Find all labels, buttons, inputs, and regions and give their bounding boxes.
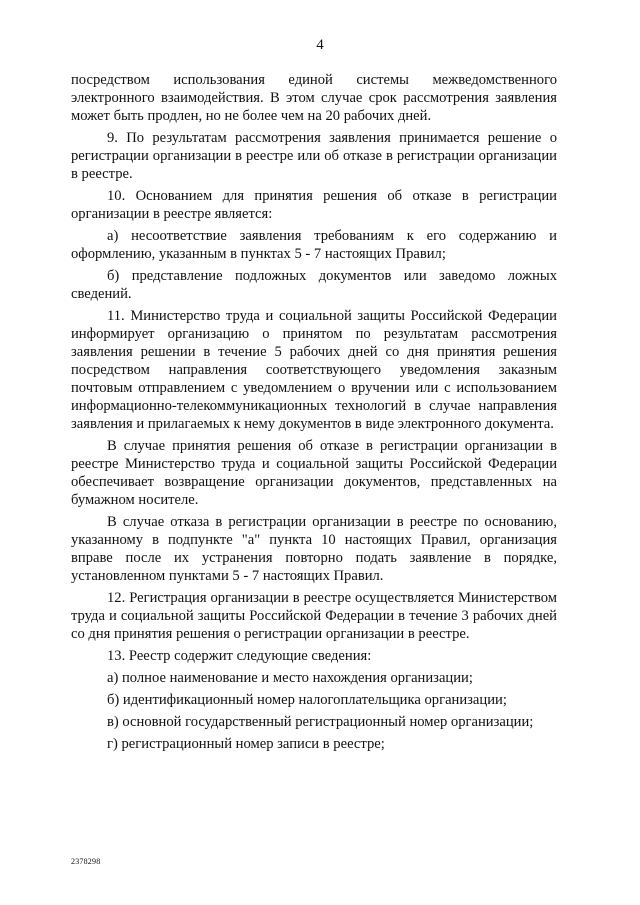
paragraph-item-13: 13. Реестр содержит следующие сведения: xyxy=(107,648,372,664)
subitem-10-b: б) представление подложных документов или заведомо ложных сведений. xyxy=(71,268,557,302)
paragraph-continuation: посредством использования единой системы межведомственного электронного взаимодействия. В этом случае срок рассмотрения заявления может быть продлен, но не более чем на 20 рабочих дней. xyxy=(71,72,557,124)
document-body xyxy=(71,71,557,757)
document-code: 2378298 xyxy=(71,857,101,866)
subitem-13-v: в) основной государственный регистрационный номер организации; xyxy=(107,714,534,730)
paragraph-refusal-return: В случае принятия решения об отказе в регистрации организации в реестре Министерство труда и социальной защиты Российской Федерации обеспечивает возвращение организации документов, представленных на бумажном носителе. xyxy=(71,438,557,508)
subitem-10-a: а) несоответствие заявления требованиям к его содержанию и оформлению, указанным в пунктах 5 - 7 настоящих Правил; xyxy=(71,228,557,262)
subitem-13-b: б) идентификационный номер налогоплательщика организации; xyxy=(107,692,507,708)
paragraph-refusal-reapply: В случае отказа в регистрации организации в реестре по основанию, указанному в подпункте "а" пункта 10 настоящих Правил, организация вправе после их устранения повторно подать заявление в порядке, установленном пунктами 5 - 7 настоящих Правил. xyxy=(71,514,557,584)
paragraph-item-10: 10. Основанием для принятия решения об отказе в регистрации организации в реестре является: xyxy=(71,188,557,222)
page-number: 4 xyxy=(316,37,324,53)
subitem-13-g: г) регистрационный номер записи в реестре; xyxy=(107,736,385,752)
subitem-13-a: а) полное наименование и место нахождения организации; xyxy=(107,670,473,686)
paragraph-item-12: 12. Регистрация организации в реестре осуществляется Министерством труда и социальной защиты Российской Федерации в течение 3 рабочих дней со дня принятия решения о регистрации организации в реестре. xyxy=(71,590,557,642)
paragraph-item-9: 9. По результатам рассмотрения заявления принимается решение о регистрации организации в реестре или об отказе в регистрации организации в реестре. xyxy=(71,130,557,182)
paragraph-item-11: 11. Министерство труда и социальной защиты Российской Федерации информирует организацию о принятом по результатам рассмотрения заявления решении в течение 5 рабочих дней со дня принятия решения посредством направления соответствующего уведомления заказным почтовым отправлением с уведомлением о вручении или с использованием информационно-телекоммуникационных технологий в случае направления заявления и прилагаемых к нему документов в виде электронного документа. xyxy=(71,308,557,432)
